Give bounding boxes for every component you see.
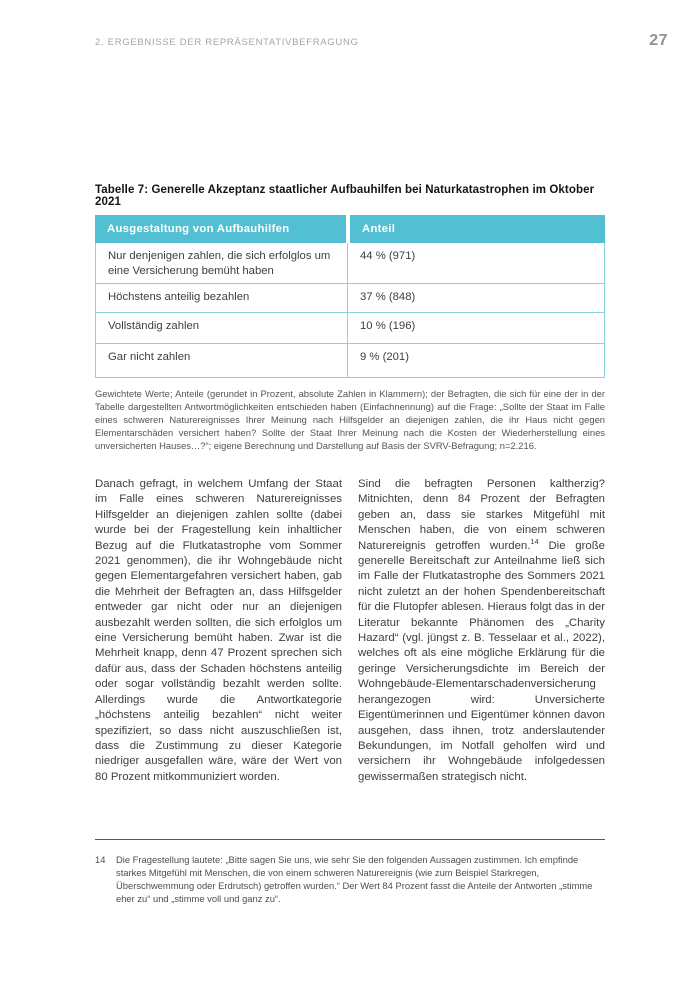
footnote: [95, 853, 605, 905]
table-cell-value: 37 % (848): [360, 291, 416, 303]
footnote-reference: 14: [530, 536, 539, 546]
table-cell-value: 10 % (196): [360, 320, 416, 332]
table-source-note: Gewichtete Werte; Anteile (gerundet in Prozent, absolute Zahlen in Klammern); der Befragten, die sich für eine der in der Tabelle dargestellten Antwortmöglichkeiten entschieden haben (Einfachnennung) auf die Frage: „Sollte der Staat im Falle eines schweren Naturereignisses Ihrer Meinung nach Hilfsgelder an diejenigen zahlen, die ihr Haus nicht gegen Elementarschäden versichert haben? Sollte der Staat Ihrer Meinung nach die Kosten der Wiederherstellung eines unversicherten Hauses…?“; eigene Berechnung und Darstellung auf Basis der SVRV-Befragung; n=2.216.: [95, 388, 605, 452]
footnote-number: 14: [95, 854, 106, 865]
table-cell-value: 9 % (201): [360, 351, 409, 363]
footnote-text: Die Fragestellung lautete: „Bitte sagen Sie uns, wie sehr Sie den folgenden Aussagen zustimmen. Ich empfinde starkes Mitgefühl mit Menschen, die von einem schweren Naturereignis (wie zum Beispiel Starkregen, Überschwemmung oder Erdrutsch) getroffen wurden.“ Der Wert 84 Prozent fasst die Anteile der Antworten „stimme eher zu“ und „stimme voll und ganz zu“.: [116, 854, 593, 905]
running-header: [95, 32, 668, 50]
body-column-left: Danach gefragt, in welchem Umfang der Staat im Falle eines schweren Naturereignisses Hilfsgelder an diejenigen zahlen sollte (dabei wurde bei der Fragestellung kein inhaltlicher Bezug auf die Flutkatastrophe vom Sommer 2021 genommen), die ihr Wohngebäude nicht gegen Elementargefahren versichert haben, gab die Mehrheit der Befragten an, dass Hilfsgelder entweder gar nicht oder nur an diejenigen ausbezahlt werden sollten, die sich erfolglos um eine Versicherung bemüht haben. Zwar ist die Mehrheit knapp, denn 47 Prozent sprechen sich dafür aus, dass der Schaden höchstens anteilig oder sogar vollständig bezahlt werden sollte. Allerdings wurde die Antwortkategorie „höchstens anteilig bezahlen“ nicht weiter spezifiziert, so dass nicht auszuschließen ist, dass die Zustimmung zu dieser Kategorie niedriger ausgefallen wäre, wäre der Wert von 80 Prozent mitkommuniziert worden.: [95, 478, 342, 783]
table-header-row: [95, 215, 605, 243]
table-header-anteil: Anteil: [350, 215, 605, 243]
table-header-ausgestaltung: Ausgestaltung von Aufbauhilfen: [95, 215, 346, 243]
table-caption: Tabelle 7: Generelle Akzeptanz staatlicher Aufbauhilfen bei Naturkatastrophen im Oktober 2021: [95, 184, 595, 208]
table-row: [96, 243, 604, 284]
body-text-columns: [95, 477, 605, 785]
table-row: [96, 313, 604, 344]
table-cell-label: Gar nicht zahlen: [96, 344, 348, 377]
table-row: [96, 284, 604, 313]
table-cell-label: Vollständig zahlen: [96, 313, 348, 343]
body-right-text: Sind die befragten Personen kaltherzig? Mitnichten, denn 84 Prozent der Befragten geben an, dass sie starkes Mitgefühl mit Menschen haben, die von einem schweren Naturereignis getroffen wurden.: [358, 478, 605, 552]
table-cell-label: Nur denjenigen zahlen, die sich erfolglos um eine Versicherung bemüht haben: [96, 243, 348, 283]
table-cell-value: 44 % (971): [360, 250, 416, 262]
table-block: [95, 215, 605, 452]
table-cell-label: Höchstens anteilig bezahlen: [96, 284, 348, 312]
footnote-block: [95, 839, 605, 905]
body-column-right: [358, 477, 605, 785]
table-body: [95, 243, 605, 378]
body-right-text: Die große generelle Bereitschaft zur Anteilnahme ließ sich im Falle der Flutkatastrophe des Sommers 2021 nicht zuletzt an der hohen Spendenbereitschaft für die Flutopfer ablesen. Hieraus folgt das in der Literatur bekannte Phänomen des „Charity Hazard“ (vgl. jüngst z. B. Tesselaar et al., 2022), welches oft als eine mögliche Erklärung für die geringe Versicherungsdichte im Bereich der Wohngebäude-Elementarschadenversicherung herangezogen wird: Unversicherte Eigentümerinnen und Eigentümer können davon ausgehen, dass ihnen, trotz anderslautender Bekundungen, im Notfall geholfen wird und versichern ihr Wohngebäude infolgedessen gewissermaßen strategisch nicht.: [358, 539, 605, 783]
page-number: 27: [649, 32, 668, 49]
table-row: [96, 344, 604, 377]
section-title: 2. ERGEBNISSE DER REPRÄSENTATIVBEFRAGUNG: [95, 37, 359, 48]
